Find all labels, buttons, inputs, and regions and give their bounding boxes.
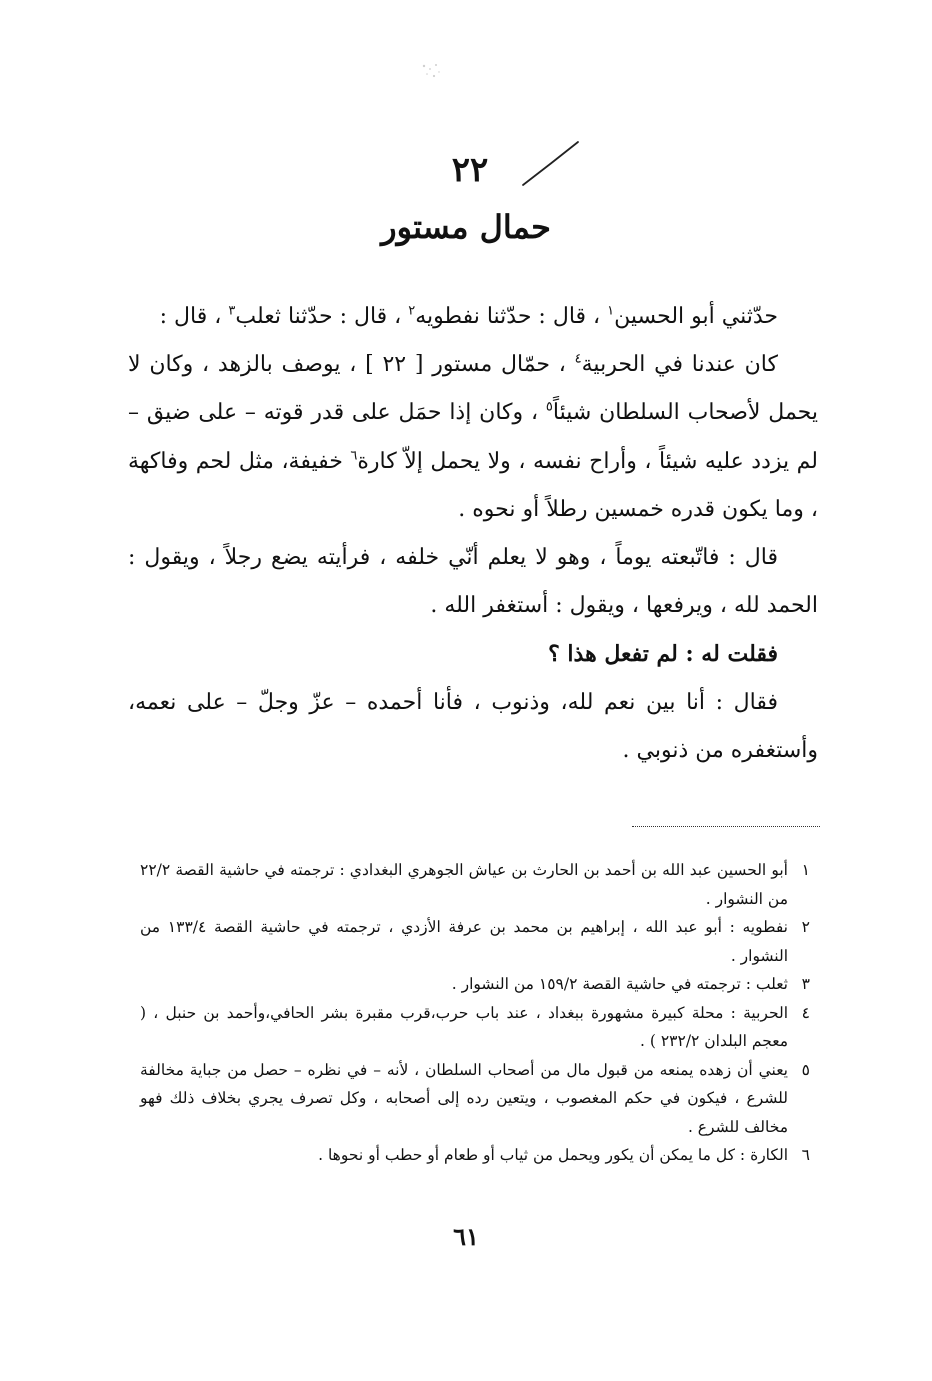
footnote-ref-3[interactable]: ٣: [228, 303, 236, 319]
story-title: حمال مستور: [381, 208, 551, 246]
footnote-separator: [632, 826, 820, 827]
footnote-number: ٦: [801, 1146, 810, 1164]
story-number: ٢٢: [451, 150, 489, 190]
footnote-item: [140, 999, 810, 1056]
handwritten-slash-mark: [520, 138, 582, 190]
footnote-text: الكارة : كل ما يمكن أن يكور ويحمل من ثياب أو طعام أو حطب أو نحوها .: [318, 1146, 788, 1164]
footnote-text: أبو الحسين عبد الله بن أحمد بن الحارث بن عياش الجوهري البغدادي : ترجمته في حاشية القصة ٢٢/٢ من النشوار .: [140, 861, 788, 908]
footnote-item: [140, 1056, 810, 1142]
footnote-ref-6[interactable]: ٦: [350, 448, 358, 464]
story-body: [128, 293, 818, 775]
paragraph-3: قال : فاتّبعته يوماً ، وهو لا يعلم أنّي خلفه ، فرأيته يضع رجلاً ، ويقول : الحمد لله ، ويرفعها ، ويقول : أستغفر الله .: [128, 545, 818, 619]
paragraph-5: فقال : أنا بين نعم لله، وذنوب ، فأنا أحمده – عزّ وجلّ – على نعمه، وأستغفره من ذنوبي .: [128, 689, 818, 763]
paragraph-2: [128, 341, 818, 534]
paragraph-4: فقلت له : لم تفعل هذا ؟: [548, 641, 778, 668]
footnote-item: [140, 970, 810, 999]
footnote-text: يعني أن زهده يمنعه من قبول مال من أصحاب السلطان ، لأنه – في نظره – حصل من جباية مخالفة للشرع ، فيكون في حكم المغصوب ، ويتعين رده إلى أصحابه ، وكل تصرف يجري بخلاف ذلك فهو مخالف للشرع .: [140, 1060, 788, 1136]
text-run: ، وكان إذا حمَل على قدر قوته – على ضيق – لم يزدد عليه شيئاً ، وأراح نفسه ، ولا يحمل إلاّ كارة: [128, 400, 818, 474]
text-run: ، قال : حدّثنا ثعلب: [235, 304, 409, 329]
footnote-text: الحربية : محلة كبيرة مشهورة ببغداد ، عند باب حرب،قرب مقبرة بشر الحافي،وأحمد بن حنبل ، ( معجم البلدان ٢٣٢/٢ ) .: [140, 1003, 788, 1050]
text-run: خفيفة، مثل لحم وفاكهة ، وما يكون قدره خمسين رطلاً أو نحوه .: [128, 448, 818, 522]
paragraph-1: [128, 293, 818, 341]
footnote-ref-1[interactable]: ١: [607, 303, 615, 319]
footnotes-list: [140, 856, 810, 1170]
text-run: كان عندنا في الحربية: [581, 352, 778, 378]
footnote-item: [140, 856, 810, 913]
footnote-number: ١: [801, 861, 810, 879]
footnote-number: ٤: [801, 1003, 810, 1022]
footnote-item: [140, 1141, 810, 1170]
footnote-ref-2[interactable]: ٢: [408, 303, 416, 319]
footnote-text: ثعلب : ترجمته في حاشية القصة ١٥٩/٢ من النشوار .: [451, 975, 788, 993]
footnote-ref-5[interactable]: ٥: [545, 400, 553, 416]
footnote-text: نفطويه : أبو عبد الله ، إبراهيم بن محمد بن عرفة الأزدي ، ترجمته في حاشية القصة ١٣٣/٤ من النشوار .: [140, 918, 788, 965]
scan-speck: [418, 60, 444, 82]
text-run: ، قال :: [159, 304, 229, 329]
footnote-number: ٥: [801, 1060, 810, 1079]
footnote-number: ٢: [801, 918, 810, 936]
page-number: ٦١: [453, 1222, 479, 1251]
footnote-ref-4[interactable]: ٤: [574, 351, 582, 367]
footnote-number: ٣: [801, 975, 810, 993]
text-run: ، حمّال مستور [ ٢٢ ] ، يوصف بالزهد ، وكان لا يحمل لأصحاب السلطان شيئاً: [128, 352, 818, 426]
text-run: حدّثني أبو الحسين: [614, 304, 778, 329]
footnote-item: [140, 913, 810, 970]
text-run: ، قال : حدّثنا نفطويه: [415, 304, 608, 329]
